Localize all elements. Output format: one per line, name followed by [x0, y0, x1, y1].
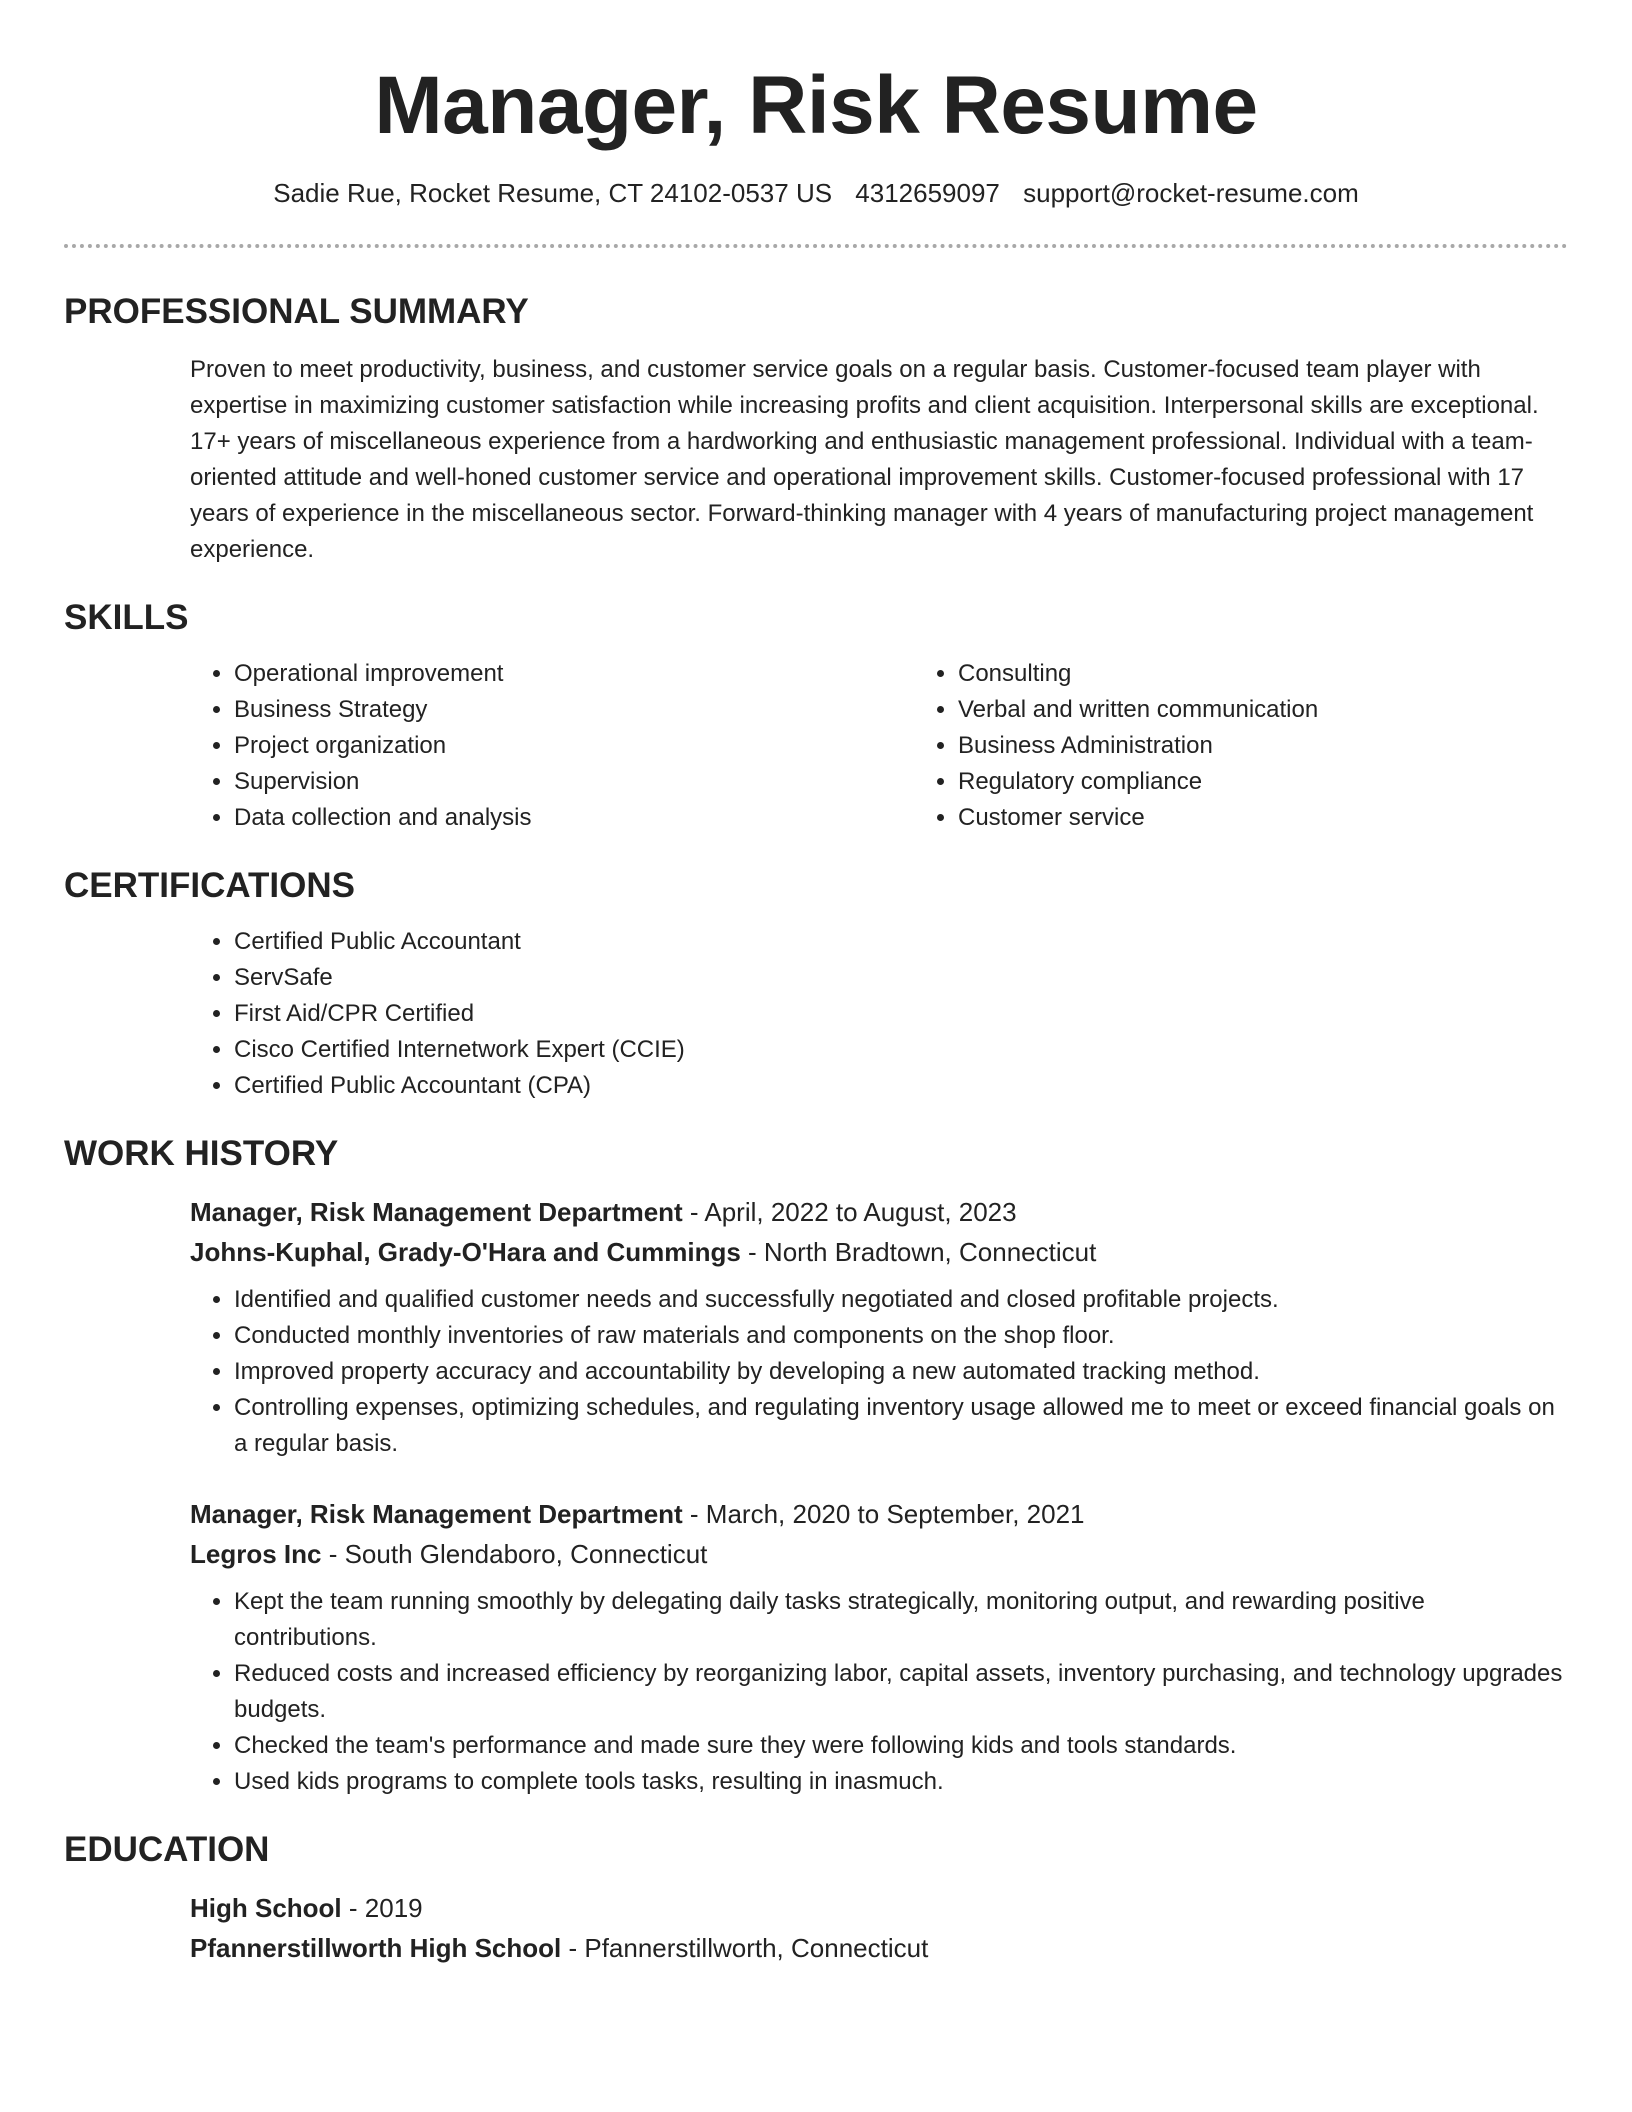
job-entry — [64, 1494, 1568, 1800]
job-company-line — [190, 1232, 1568, 1272]
skills-heading: SKILLS — [64, 598, 189, 637]
education-school: Pfannerstillworth High School — [190, 1933, 562, 1963]
job-entry — [64, 1192, 1568, 1462]
job-duty: • Conducted monthly inventories of raw materials and components on the shop floor. — [234, 1318, 1568, 1354]
job-duty: • Reduced costs and increased efficiency by reorganizing labor, capital assets, inventory purchasing, and technology upgrades budgets. — [234, 1656, 1568, 1728]
education-school-line — [190, 1928, 1568, 1968]
skill-item: • Business Administration — [958, 728, 1632, 764]
contact-line — [64, 176, 1568, 210]
certification-item: • Cisco Certified Internetwork Expert (CCIE) — [234, 1032, 1568, 1068]
job-company: Johns-Kuphal, Grady-O'Hara and Cummings — [190, 1237, 741, 1267]
skill-item: • Operational improvement — [234, 656, 914, 692]
job-duty: • Used kids programs to complete tools tasks, resulting in inasmuch. — [234, 1764, 1568, 1800]
contact-email: support@rocket-resume.com — [1023, 178, 1359, 208]
job-duty: • Identified and qualified customer needs and successfully negotiated and closed profitable projects. — [234, 1282, 1568, 1318]
job-duty: • Checked the team's performance and made sure they were following kids and tools standards. — [234, 1728, 1568, 1764]
job-dates: - April, 2022 to August, 2023 — [682, 1197, 1017, 1227]
job-dates: - March, 2020 to September, 2021 — [682, 1499, 1085, 1529]
work-history-section — [64, 1132, 1568, 1800]
education-degree: High School — [190, 1893, 342, 1923]
skill-item: • Customer service — [958, 800, 1632, 836]
certifications-heading: CERTIFICATIONS — [64, 866, 356, 905]
skills-columns — [64, 656, 1568, 836]
skill-item: • Supervision — [234, 764, 914, 800]
certifications-list — [190, 924, 1568, 1104]
certifications-body — [64, 924, 1568, 1104]
skill-item: • Data collection and analysis — [234, 800, 914, 836]
certification-item: • Certified Public Accountant (CPA) — [234, 1068, 1568, 1104]
job-title-line — [190, 1494, 1568, 1534]
skills-list-left — [190, 656, 914, 836]
job-duty: • Kept the team running smoothly by delegating daily tasks strategically, monitoring output, and rewarding positive contributions. — [234, 1584, 1568, 1656]
education-heading: EDUCATION — [64, 1830, 270, 1869]
summary-text: Proven to meet productivity, business, and customer service goals on a regular basis. Customer-focused team player with expertise in maximizing customer satisfaction while increasing profits and client acquisition. Interpersonal skills are exceptional. 17+ years of miscellaneous experience from a hardworking and enthusiastic management professional. Individual with a team-oriented attitude and well-honed customer service and operational improvement skills. Customer-focused professional with 17 years of experience in the miscellaneous sector. Forward-thinking manager with 4 years of manufacturing project management experience. — [190, 356, 1539, 563]
skills-section — [64, 596, 1568, 836]
header-divider — [64, 244, 1568, 248]
summary-heading: PROFESSIONAL SUMMARY — [64, 292, 529, 331]
skill-item: • Regulatory compliance — [958, 764, 1632, 800]
job-title: Manager, Risk Management Department — [190, 1197, 683, 1227]
skill-item: • Project organization — [234, 728, 914, 764]
job-location: - North Bradtown, Connecticut — [740, 1237, 1097, 1267]
education-degree-line — [190, 1888, 1568, 1928]
job-location: - South Glendaboro, Connecticut — [321, 1539, 708, 1569]
education-year: - 2019 — [341, 1893, 423, 1923]
job-duty: • Controlling expenses, optimizing schedules, and regulating inventory usage allowed me to meet or exceed financial goals on a regular basis. — [234, 1390, 1568, 1462]
certification-item: • First Aid/CPR Certified — [234, 996, 1568, 1032]
job-duty: • Improved property accuracy and accountability by developing a new automated tracking method. — [234, 1354, 1568, 1390]
education-entry — [64, 1888, 1568, 1968]
job-company-line — [190, 1534, 1568, 1574]
job-title: Manager, Risk Management Department — [190, 1499, 683, 1529]
summary-section — [64, 290, 1568, 568]
education-section — [64, 1828, 1568, 1968]
certification-item: • ServSafe — [234, 960, 1568, 996]
job-duties-list — [190, 1282, 1568, 1462]
job-company: Legros Inc — [190, 1539, 322, 1569]
resume-title: Manager, Risk Resume — [374, 60, 1258, 151]
contact-phone: 4312659097 — [855, 178, 1000, 208]
contact-address: Sadie Rue, Rocket Resume, CT 24102-0537 US — [273, 178, 833, 208]
certification-item: • Certified Public Accountant — [234, 924, 1568, 960]
education-location: - Pfannerstillworth, Connecticut — [561, 1933, 929, 1963]
certifications-section — [64, 864, 1568, 1104]
skill-item: • Business Strategy — [234, 692, 914, 728]
job-title-line — [190, 1192, 1568, 1232]
skills-list-right — [914, 656, 1632, 836]
work-history-heading: WORK HISTORY — [64, 1134, 339, 1173]
job-duties-list — [190, 1584, 1568, 1800]
skill-item: • Consulting — [958, 656, 1632, 692]
skill-item: • Verbal and written communication — [958, 692, 1632, 728]
